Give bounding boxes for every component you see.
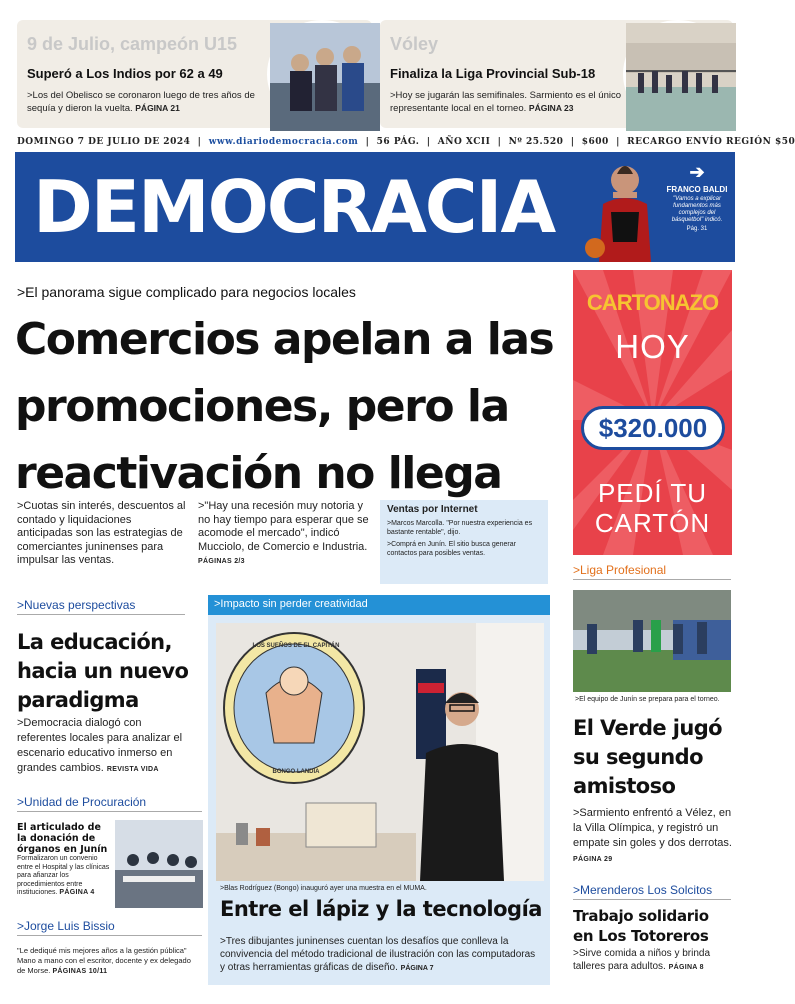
- main-col-2-page: PÁGINAS 2/3: [198, 558, 245, 565]
- teaser-voley-text: >Hoy se jugarán las semifinales. Sarmiento es el único representante local en el torneo. PÁGINA 23: [390, 90, 622, 114]
- feature-shield-text-bottom: BONGO LANDIA: [272, 769, 320, 775]
- teaser-voley-sub: Finaliza la Liga Provincial Sub-18: [390, 66, 596, 81]
- dateline: DOMINGO 7 DE JULIO DE 2024 | www.diariodemocracia.com | 56 PÁG. | AÑO XCII | Nº 25.520 | $600 | RECARGO ENVÍO REGIÓN $50: [17, 137, 735, 154]
- bissio-page: PÁGINAS 10/11: [52, 968, 108, 975]
- donacion-photo: [113, 818, 201, 906]
- education-body: >Democracia dialogó con referentes locales para analizar el escenario educativo inmerso en grandes cambios. REVISTA VIDA: [17, 717, 183, 774]
- cartonazo-ad[interactable]: [573, 270, 732, 555]
- ad-amount: $320.000: [581, 406, 725, 450]
- feature-photo: [216, 623, 544, 881]
- ventas-item: >Comprá en Junín. El sitio busca generar contactos para posibles ventas.: [387, 541, 516, 557]
- teaser-u15-photo: [267, 20, 377, 128]
- feature-lapiz-tecnologia: [208, 595, 550, 985]
- bissio-body: "Le dediqué mis mejores años a la gestión pública" Mano a mano con el escritor, docente y ex delegado de Morse. PÁGINAS 10/11: [17, 946, 191, 975]
- ventas-title: Ventas por Internet: [387, 504, 478, 515]
- feature-title[interactable]: Entre el lápiz y la tecnología: [220, 897, 542, 921]
- masthead-logo[interactable]: DEMOCRACIA: [33, 165, 555, 249]
- dateline-date: DOMINGO 7 DE JULIO DE 2024: [17, 137, 191, 147]
- feature-caption: >Blas Rodríguez (Bongo) inauguró ayer una muestra en el MUMA.: [220, 885, 427, 892]
- dateline-url[interactable]: www.diariodemocracia.com: [208, 137, 359, 147]
- feature-page: PÁGINA 7: [400, 965, 434, 972]
- teaser-u15-sub: Superó a Los Indios por 62 a 49: [27, 66, 223, 81]
- donacion-body: Formalizaron un convenio entre el Hospital y las clínicas para afianzar los procedimientos entre instituciones. PÁGINA 4: [17, 855, 110, 896]
- sarmiento-photo: [573, 590, 731, 692]
- solidario-body: >Sirve comida a niños y brinda talleres para adultos. PÁGINA 8: [573, 948, 711, 972]
- masthead-side-page: Pág. 31: [686, 226, 708, 232]
- donacion-headline[interactable]: El articulado de la donación de órganos en Junín: [17, 822, 108, 855]
- arrow-right-icon: ➔: [689, 162, 705, 182]
- verde-headline[interactable]: El Verde jugó su segundo amistoso: [573, 716, 722, 798]
- teaser-u15-head: 9 de Julio, campeón U15: [27, 34, 238, 54]
- masthead: [15, 152, 735, 262]
- main-headline-line: promociones, pero la: [15, 381, 509, 432]
- dateline-surcharge: RECARGO ENVÍO REGIÓN $50: [627, 137, 795, 147]
- label-nuevas-perspectivas: >Nuevas perspectivas: [17, 598, 185, 615]
- teaser-voley-photo: [623, 20, 733, 128]
- solidario-page: PÁGINA 8: [668, 964, 704, 971]
- label-unidad-procuracion: >Unidad de Procuración: [17, 795, 202, 812]
- main-col-2: >"Hay una recesión muy notoria y no hay tiempo para esperar que se acomode el mercado", indicó Mucciolo, de Comercio e Industria. PÁGINAS 2/3: [198, 500, 369, 565]
- dateline-price: $600: [581, 137, 609, 147]
- feature-shield-text-top: LOS SUEÑOS DE EL CAPITÁN: [252, 643, 340, 649]
- dateline-number: Nº 25.520: [508, 137, 564, 147]
- feature-body: >Tres dibujantes juninenses cuentan los desafíos que conlleva la convivencia del método tradicional de ilustración con las computadoras y otras herramientas gráficas de diseño. PÁGINA 7: [220, 936, 536, 973]
- education-headline[interactable]: La educación, hacia un nuevo paradigma: [17, 630, 189, 712]
- verde-page: PÁGINA 29: [573, 856, 613, 863]
- solidario-headline[interactable]: Trabajo solidario en Los Totoreros: [573, 907, 709, 945]
- ad-cta: PEDÍ TU CARTÓN: [594, 478, 711, 538]
- sarmiento-caption: >El equipo de Junín se prepara para el torneo.: [575, 696, 720, 703]
- teaser-voley[interactable]: [380, 20, 733, 128]
- main-col-1: >Cuotas sin interés, descuentos al contado y liquidaciones anticipadas son las estrategias de comerciantes juninenses para impulsar las ventas.: [17, 500, 186, 566]
- ad-brand: CARTONAZO: [586, 290, 719, 315]
- masthead-side-teaser[interactable]: [663, 162, 731, 232]
- main-kicker: >El panorama sigue complicado para negocios locales: [17, 284, 356, 300]
- label-liga-profesional: >Liga Profesional: [573, 563, 731, 580]
- teaser-u15-text: >Los del Obelisco se coronaron luego de tres años de sequía y dieron la vuelta. PÁGINA 21: [27, 90, 255, 114]
- dateline-year: AÑO XCII: [437, 137, 491, 147]
- dateline-pages: 56 PÁG.: [376, 137, 420, 147]
- ventas-box: [380, 500, 548, 584]
- masthead-side-quote: "Vamos a explicar fundamentos más complejos del básquetbol" indicó.: [671, 196, 723, 223]
- verde-body: >Sarmiento enfrentó a Vélez, en la Villa Olímpica, y registró un empate sin goles y dos derrotas. PÁGINA 29: [573, 807, 732, 863]
- label-jorge-luis-bissio: >Jorge Luis Bissio: [17, 919, 202, 936]
- feature-label: >Impacto sin perder creatividad: [208, 595, 550, 615]
- masthead-player-photo: [587, 152, 663, 262]
- label-merenderos: >Merenderos Los Solcitos: [573, 883, 731, 900]
- main-headline-line: reactivación no llega: [15, 448, 502, 499]
- teaser-voley-head: Vóley: [390, 34, 439, 54]
- masthead-side-name: FRANCO BALDI: [666, 185, 728, 194]
- ad-today: HOY: [615, 328, 690, 365]
- main-headline[interactable]: [15, 306, 560, 507]
- ventas-item: >Marcos Marcolla. "Por nuestra experiencia es bastante rentable", dijo.: [387, 520, 533, 536]
- donacion-page: PÁGINA 4: [59, 889, 95, 896]
- main-headline-line: Comercios apelan a las: [15, 314, 554, 365]
- education-page: REVISTA VIDA: [106, 766, 159, 773]
- teaser-u15[interactable]: [17, 20, 372, 128]
